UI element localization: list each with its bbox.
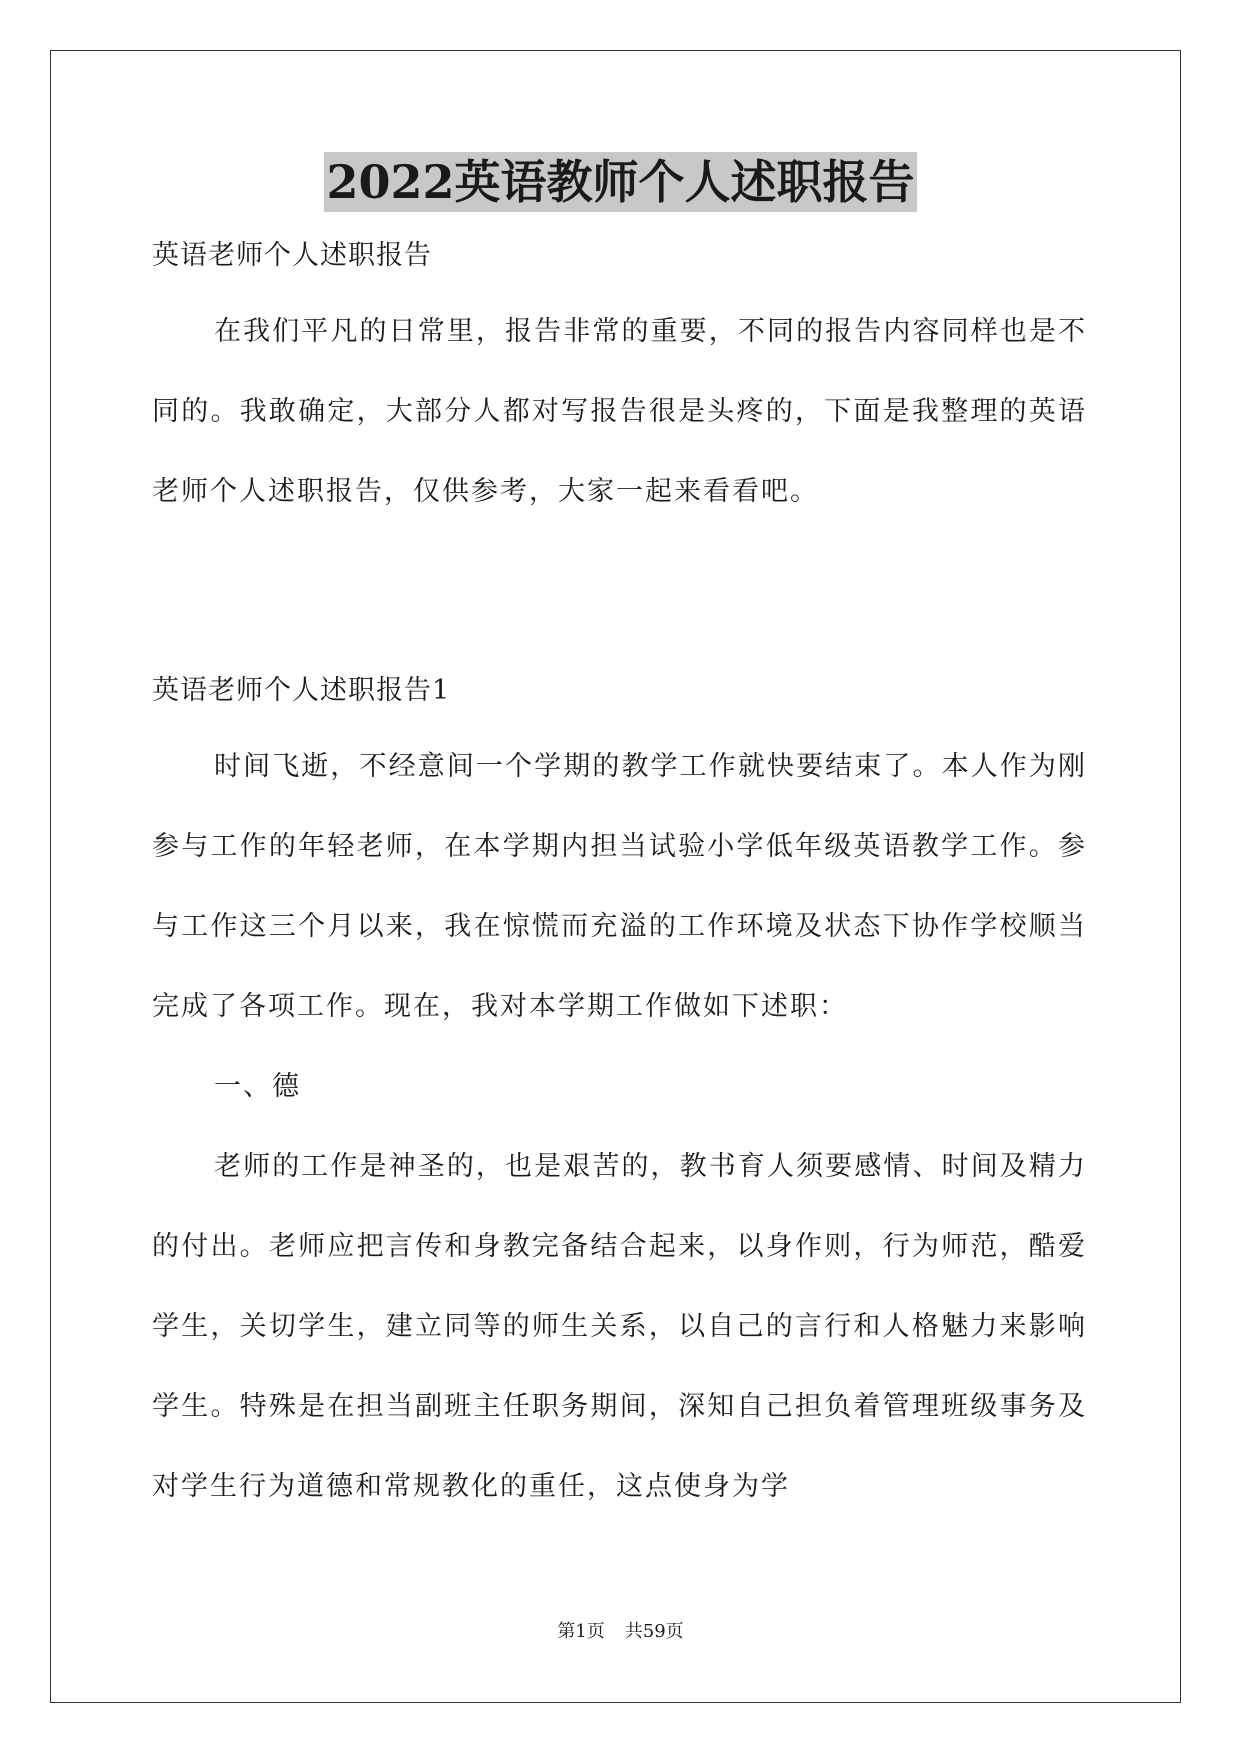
document-subtitle: 英语老师个人述职报告 — [152, 240, 432, 271]
document-title: 2022英语教师个人述职报告 — [324, 152, 916, 212]
body-paragraph-1: 时间飞逝，不经意间一个学期的教学工作就快要结束了。本人作为刚参与工作的年轻老师，在本学期内担当试验小学低年级英语教学工作。参与工作这三个月以来，我在惊慌而充溢的工作环境及状态下协作学校顺当完成了各项工作。现在，我对本学期工作做如下述职： — [152, 751, 1087, 1022]
intro-paragraph: 在我们平凡的日常里，报告非常的重要，不同的报告内容同样也是不同的。我敢确定，大部分人都对写报告很是头疼的，下面是我整理的英语老师个人述职报告，仅供参考，大家一起来看看吧。 — [152, 316, 1087, 507]
page-footer — [0, 1620, 1241, 1644]
total-pages: 共59页 — [624, 1621, 684, 1642]
title-container — [0, 152, 1241, 212]
section-heading: 英语老师个人述职报告1 — [152, 675, 451, 706]
page-number: 第1页 — [557, 1621, 605, 1642]
body-paragraph-2: 老师的工作是神圣的，也是艰苦的，教书育人须要感情、时间及精力的付出。老师应把言传和身教完备结合起来，以身作则，行为师范，酷爱学生，关切学生，建立同等的师生关系，以自己的言行和人格魅力来影响学生。特殊是在担当副班主任职务期间，深知自己担负着管理班级事务及对学生行为道德和常规教化的重任，这点使身为学 — [152, 1151, 1087, 1502]
point-heading-virtue: 一、德 — [214, 1071, 301, 1102]
